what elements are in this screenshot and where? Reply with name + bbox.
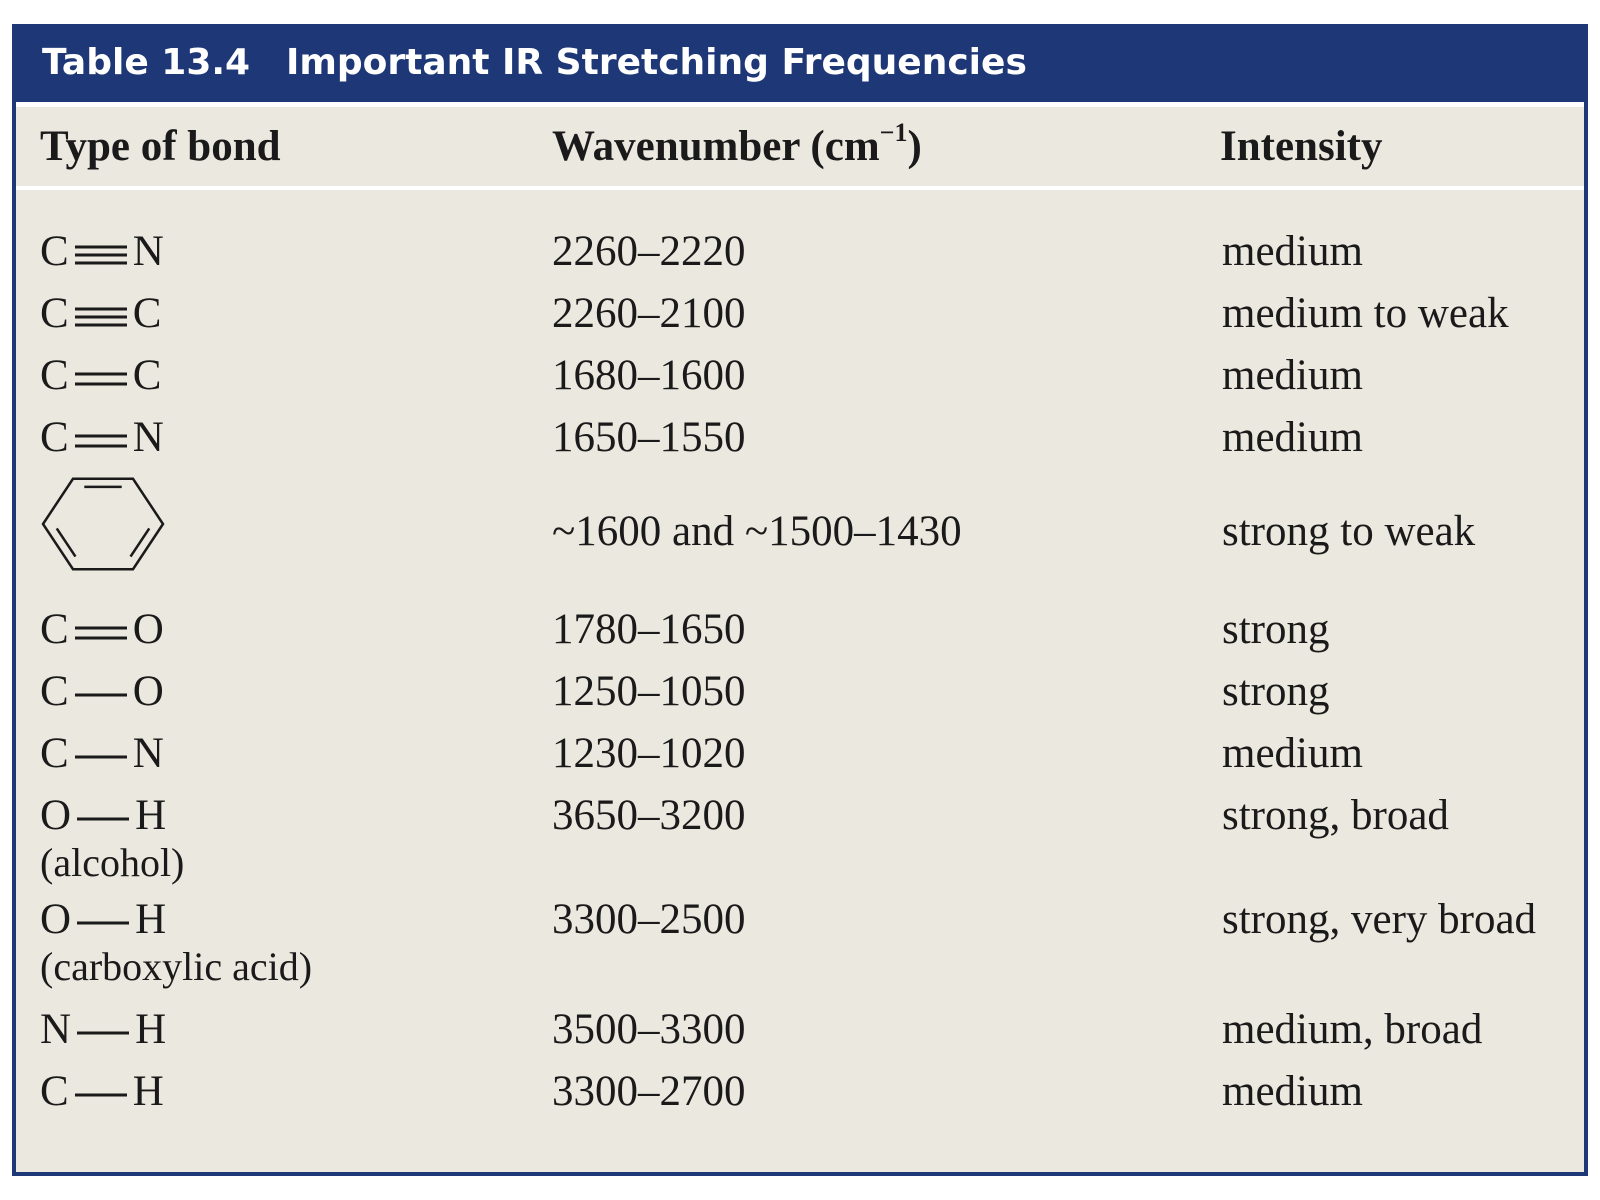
bond-cell bbox=[40, 792, 184, 886]
bond-cell bbox=[40, 606, 164, 654]
table-number: Table 13.4 bbox=[42, 42, 251, 83]
single-bond-icon bbox=[75, 807, 131, 831]
bond-cell bbox=[40, 730, 164, 778]
intensity-cell: strong, very broad bbox=[1222, 896, 1537, 943]
atom-left: O bbox=[40, 896, 72, 943]
intensity-cell: medium bbox=[1222, 1068, 1363, 1115]
atom-left: C bbox=[40, 668, 69, 715]
intensity-cell: medium bbox=[1222, 352, 1363, 399]
single-bond-icon bbox=[73, 683, 129, 707]
bond-cell bbox=[40, 414, 164, 462]
double-bond-icon bbox=[73, 367, 129, 391]
double-bond-icon bbox=[73, 621, 129, 645]
header-intensity: Intensity bbox=[1220, 123, 1383, 170]
header-wavenumber bbox=[552, 118, 922, 171]
atom-left: C bbox=[40, 352, 69, 399]
wavenumber-cell: 3650–3200 bbox=[552, 792, 746, 839]
atom-left: O bbox=[40, 792, 72, 839]
header-wavenumber-label: Wavenumber (cm bbox=[552, 123, 880, 170]
wavenumber-cell: 3300–2700 bbox=[552, 1068, 746, 1115]
bond-cell bbox=[40, 228, 164, 276]
bond-formula bbox=[40, 606, 164, 653]
intensity-cell: medium bbox=[1222, 228, 1363, 275]
triple-bond-icon bbox=[73, 305, 129, 329]
atom-right: N bbox=[132, 730, 164, 777]
header-wavenumber-close: ) bbox=[907, 123, 922, 170]
intensity-cell: medium, broad bbox=[1222, 1006, 1483, 1053]
bond-cell bbox=[40, 470, 166, 589]
atom-left: C bbox=[40, 606, 69, 653]
intensity-cell: strong bbox=[1222, 606, 1330, 653]
bond-cell bbox=[40, 352, 161, 400]
bond-cell bbox=[40, 1006, 166, 1054]
bond-formula bbox=[40, 1006, 166, 1053]
bond-note: (alcohol) bbox=[40, 840, 185, 885]
bond-cell bbox=[40, 668, 164, 716]
bond-formula bbox=[40, 414, 164, 461]
bond-formula bbox=[40, 290, 161, 337]
wavenumber-cell: 3500–3300 bbox=[552, 1006, 746, 1053]
header-type-of-bond: Type of bond bbox=[40, 123, 281, 170]
atom-right: O bbox=[132, 606, 164, 653]
double-bond-icon bbox=[73, 429, 129, 453]
single-bond-icon bbox=[75, 1021, 131, 1045]
wavenumber-cell: 1680–1600 bbox=[552, 352, 746, 399]
wavenumber-cell: 3300–2500 bbox=[552, 896, 746, 943]
table-title: Important IR Stretching Frequencies bbox=[286, 42, 1027, 83]
header-wavenumber-exponent: −1 bbox=[879, 118, 908, 147]
bond-formula bbox=[40, 668, 164, 715]
wavenumber-cell: 1230–1020 bbox=[552, 730, 746, 777]
bond-formula bbox=[40, 896, 166, 943]
triple-bond-icon bbox=[73, 243, 129, 267]
atom-left: C bbox=[40, 414, 69, 461]
atom-right: O bbox=[132, 668, 164, 715]
bond-note: (carboxylic acid) bbox=[40, 944, 313, 989]
bond-formula bbox=[40, 1068, 164, 1115]
benzene-ring-icon bbox=[40, 470, 166, 578]
intensity-cell: medium to weak bbox=[1222, 290, 1509, 337]
single-bond-icon bbox=[75, 911, 131, 935]
atom-right: H bbox=[135, 1006, 167, 1053]
wavenumber-cell: 1250–1050 bbox=[552, 668, 746, 715]
wavenumber-cell: 2260–2220 bbox=[552, 228, 746, 275]
intensity-cell: strong bbox=[1222, 668, 1330, 715]
bond-cell bbox=[40, 290, 161, 338]
bond-cell bbox=[40, 1068, 164, 1116]
table-title-bar bbox=[16, 28, 1584, 102]
atom-right: N bbox=[132, 228, 164, 275]
header-divider bbox=[16, 186, 1584, 190]
title-divider bbox=[16, 102, 1584, 107]
bond-formula bbox=[40, 228, 164, 275]
wavenumber-cell: 1780–1650 bbox=[552, 606, 746, 653]
single-bond-icon bbox=[73, 745, 129, 769]
wavenumber-cell: 2260–2100 bbox=[552, 290, 746, 337]
single-bond-icon bbox=[73, 1083, 129, 1107]
atom-left: C bbox=[40, 1068, 69, 1115]
atom-left: C bbox=[40, 228, 69, 275]
atom-right: C bbox=[132, 290, 162, 337]
atom-right: H bbox=[135, 896, 167, 943]
atom-right: N bbox=[132, 414, 164, 461]
wavenumber-cell: 1650–1550 bbox=[552, 414, 746, 461]
intensity-cell: medium bbox=[1222, 414, 1363, 461]
bond-formula bbox=[40, 792, 166, 839]
atom-left: C bbox=[40, 730, 69, 777]
bond-formula bbox=[40, 352, 161, 399]
intensity-cell: medium bbox=[1222, 730, 1363, 777]
intensity-cell: strong, broad bbox=[1222, 792, 1449, 839]
wavenumber-cell: ~1600 and ~1500–1430 bbox=[552, 508, 962, 555]
atom-left: C bbox=[40, 290, 69, 337]
table-frame bbox=[12, 24, 1588, 1176]
atom-right: H bbox=[135, 792, 167, 839]
atom-left: N bbox=[40, 1006, 72, 1053]
bond-formula bbox=[40, 730, 164, 777]
atom-right: C bbox=[132, 352, 162, 399]
bond-cell bbox=[40, 896, 312, 990]
intensity-cell: strong to weak bbox=[1222, 508, 1476, 555]
atom-right: H bbox=[132, 1068, 164, 1115]
